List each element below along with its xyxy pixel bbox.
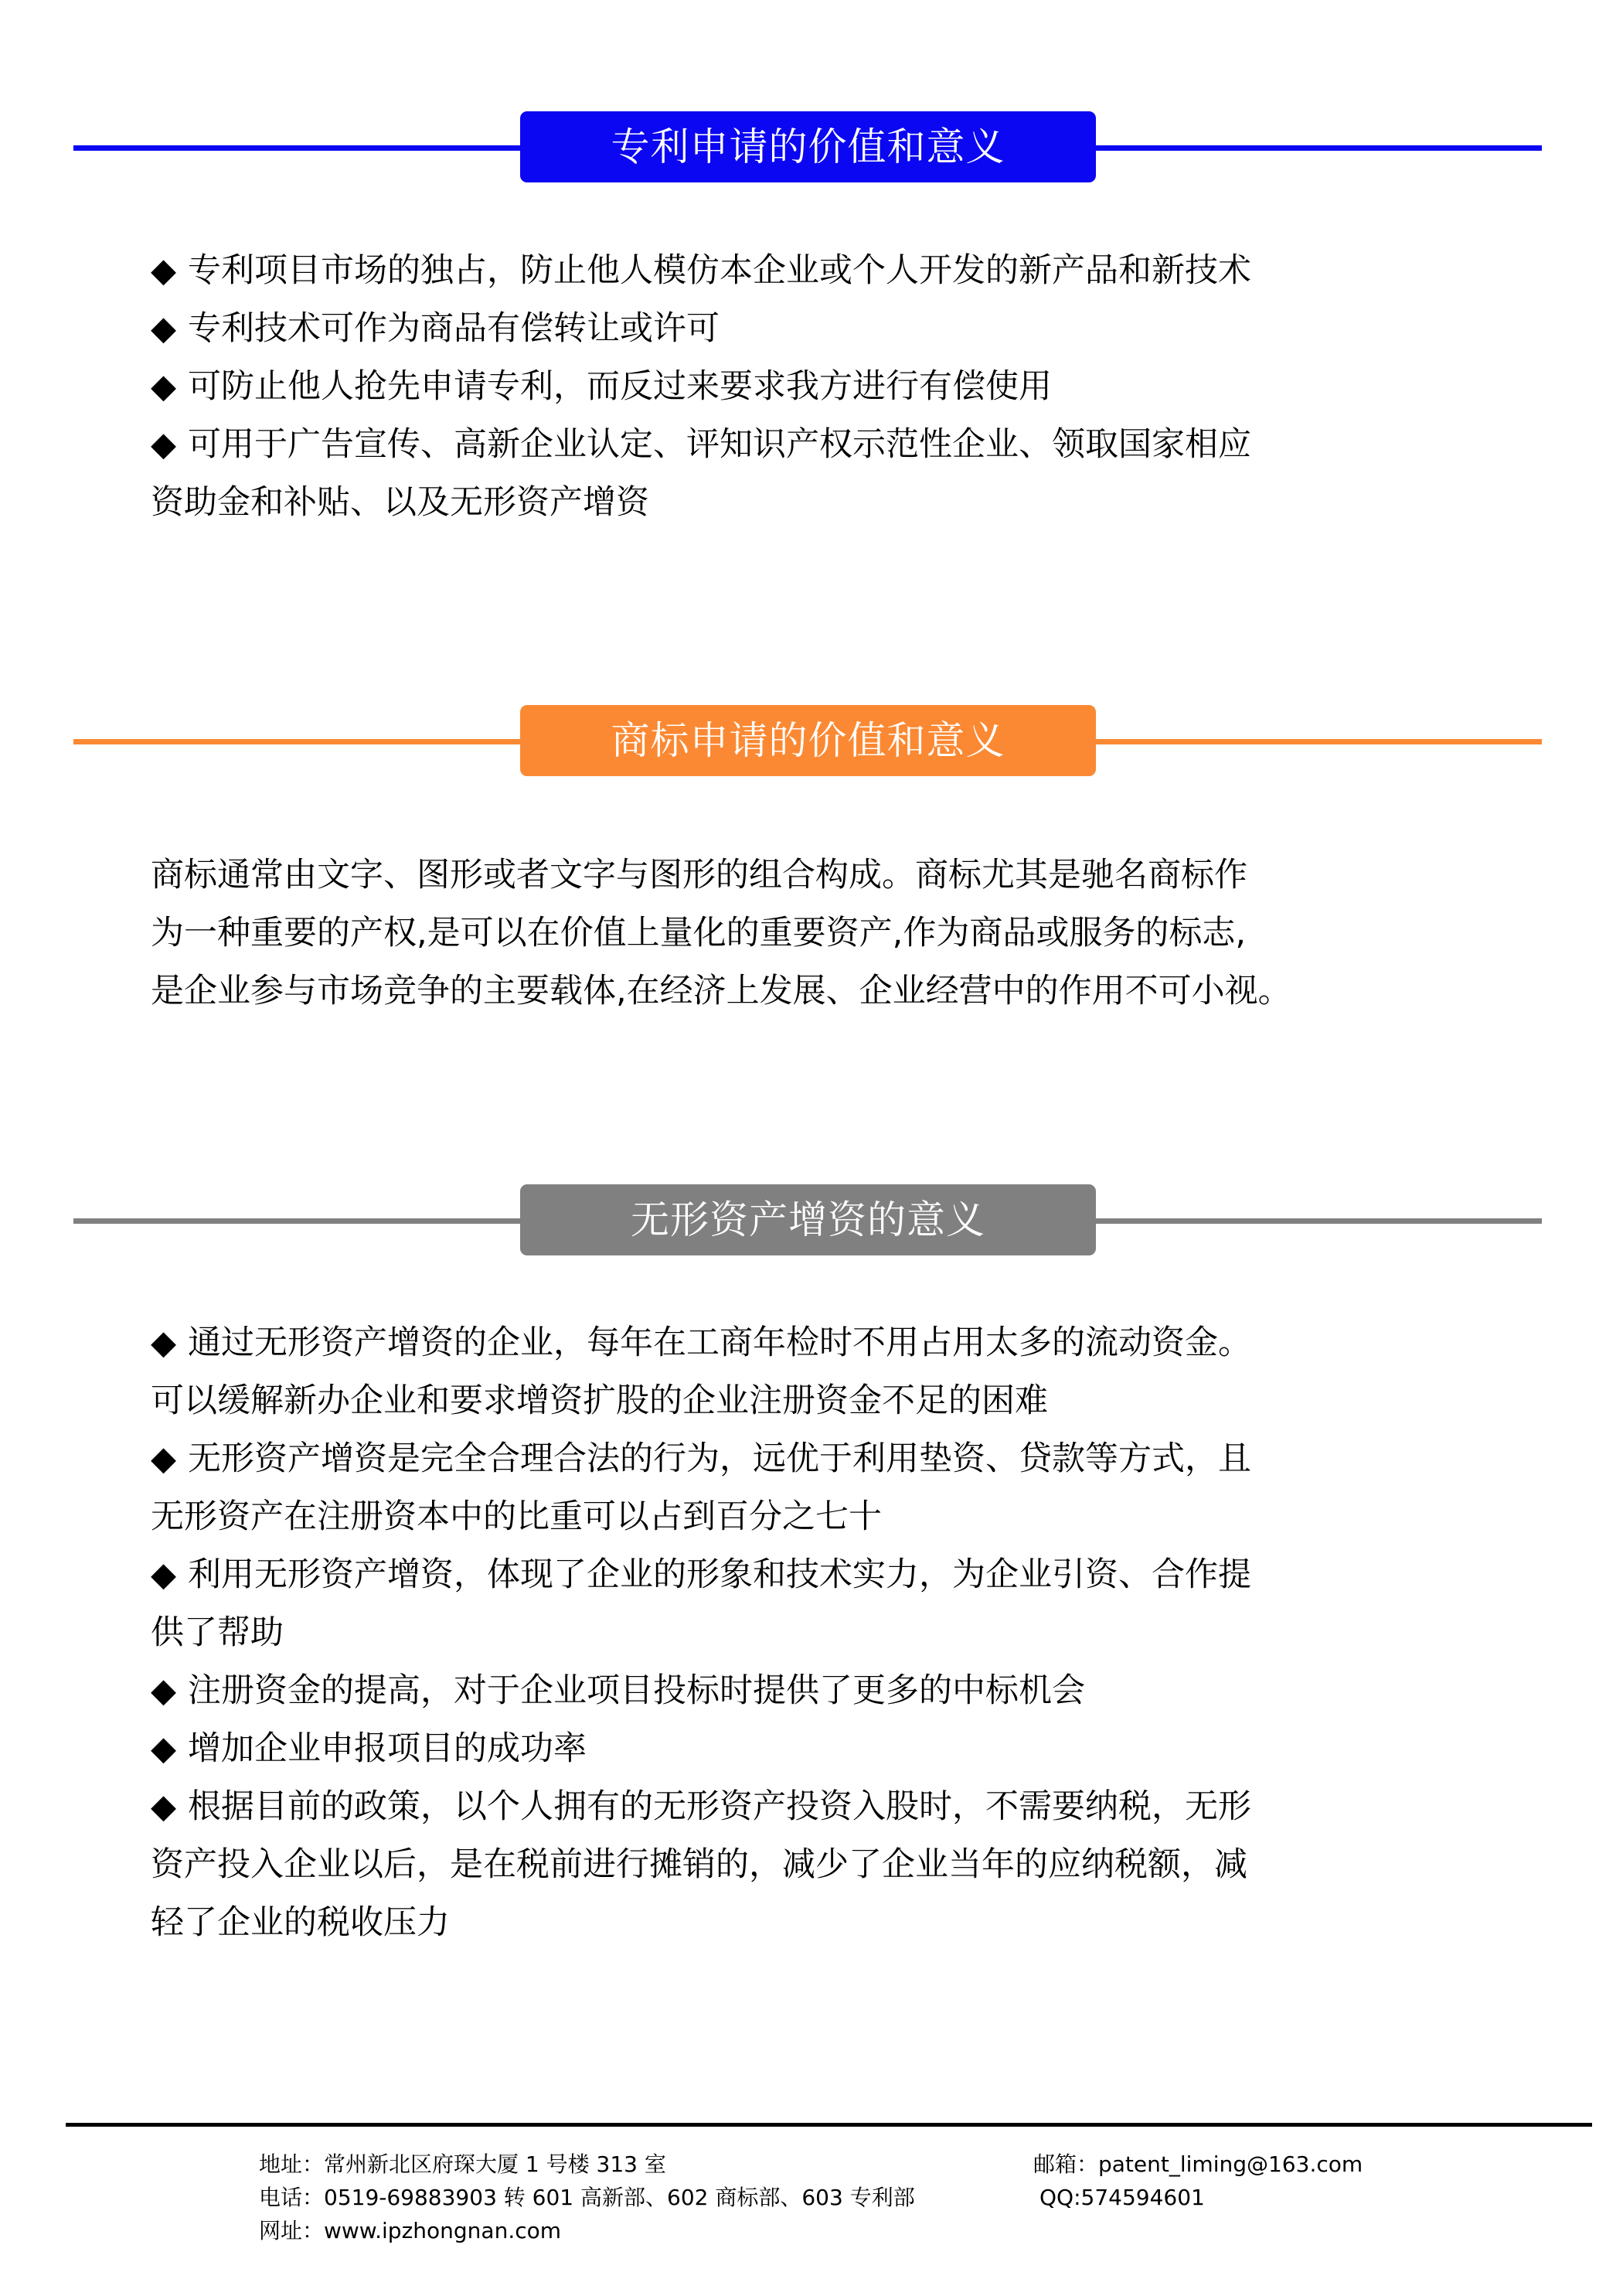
bullet-text-line: 资助金和补贴、以及无形资产增资 <box>151 483 649 522</box>
intangible-section-title: 无形资产增资的意义 <box>520 1184 1096 1255</box>
paragraph-line: 是企业参与市场竞争的主要载体,在经济上发展、企业经营中的作用不可小视。 <box>151 972 1291 1010</box>
bullet-item <box>151 1662 1480 1720</box>
diamond-icon: ◆ <box>151 1787 177 1826</box>
bullet-item <box>151 1546 1480 1662</box>
bullet-item <box>151 1314 1480 1430</box>
bullet-item <box>151 1430 1480 1546</box>
paragraph-line: 商标通常由文字、图形或者文字与图形的组合构成。商标尤其是驰名商标作 <box>151 856 1247 894</box>
bullet-text-line: 轻了企业的税收压力 <box>151 1903 450 1942</box>
diamond-icon: ◆ <box>151 1729 177 1768</box>
bullet-text-line: 专利技术可作为商品有偿转让或许可 <box>188 309 720 348</box>
footer-qq: QQ:574594601 <box>1039 2185 1205 2210</box>
bullet-text-line: 增加企业申报项目的成功率 <box>188 1729 587 1768</box>
diamond-icon: ◆ <box>151 1439 177 1478</box>
patent-section-title: 专利申请的价值和意义 <box>520 111 1096 182</box>
bullet-text-line: 可防止他人抢先申请专利，而反过来要求我方进行有偿使用 <box>188 367 1052 406</box>
bullet-item <box>151 1778 1480 1952</box>
bullet-item <box>151 358 1480 416</box>
contact-footer <box>259 2148 1363 2247</box>
diamond-icon: ◆ <box>151 251 177 290</box>
bullet-text-line: 专利项目市场的独占，防止他人模仿本企业或个人开发的新产品和新技术 <box>188 251 1251 290</box>
bullet-text-line: 无形资产在注册资本中的比重可以占到百分之七十 <box>151 1497 882 1536</box>
bullet-text-line: 利用无形资产增资，体现了企业的形象和技术实力，为企业引资、合作提 <box>188 1555 1251 1594</box>
footer-row-website <box>259 2214 915 2247</box>
bullet-item <box>151 242 1480 300</box>
paragraph-line: 为一种重要的产权,是可以在价值上量化的重要资产,作为商品或服务的标志, <box>151 914 1247 952</box>
footer-address: 地址：常州新北区府琛大厦 1 号楼 313 室 <box>259 2151 666 2177</box>
bullet-text-line: 通过无形资产增资的企业，每年在工商年检时不用占用太多的流动资金。 <box>188 1323 1251 1362</box>
bullet-text-line: 注册资金的提高，对于企业项目投标时提供了更多的中标机会 <box>188 1671 1085 1710</box>
footer-row-phone <box>259 2181 1205 2214</box>
bullet-text-line: 资产投入企业以后，是在税前进行摊销的，减少了企业当年的应纳税额，减 <box>151 1845 1247 1884</box>
footer-website: 网址：www.ipzhongnan.com <box>259 2218 562 2243</box>
diamond-icon: ◆ <box>151 1671 177 1710</box>
footer-email: 邮箱：patent_liming@163.com <box>1033 2151 1363 2177</box>
intangible-section-header <box>73 1184 1542 1259</box>
trademark-section-header <box>73 705 1542 779</box>
bullet-text-line: 无形资产增资是完全合理合法的行为，远优于利用垫资、贷款等方式，且 <box>188 1439 1251 1478</box>
trademark-paragraph <box>151 847 1480 1020</box>
bullet-text-line: 可用于广告宣传、高新企业认定、评知识产权示范性企业、领取国家相应 <box>188 425 1251 464</box>
bullet-text-line: 可以缓解新办企业和要求增资扩股的企业注册资金不足的困难 <box>151 1381 1048 1420</box>
intangible-bullet-list <box>151 1314 1480 1952</box>
footer-row-address <box>259 2148 1363 2181</box>
bullet-text-line: 供了帮助 <box>151 1613 284 1652</box>
diamond-icon: ◆ <box>151 367 177 406</box>
footer-phone: 电话：0519-69883903 转 601 高新部、602 商标部、603 专利部 <box>259 2185 915 2210</box>
bullet-item <box>151 300 1480 358</box>
footer-divider <box>66 2123 1592 2127</box>
bullet-text-line: 根据目前的政策，以个人拥有的无形资产投资入股时，不需要纳税，无形 <box>188 1787 1251 1826</box>
patent-bullet-list <box>151 242 1480 532</box>
trademark-section-title: 商标申请的价值和意义 <box>520 705 1096 776</box>
patent-section-header <box>73 111 1542 186</box>
diamond-icon: ◆ <box>151 425 177 464</box>
bullet-item <box>151 1720 1480 1778</box>
diamond-icon: ◆ <box>151 309 177 348</box>
bullet-item <box>151 416 1480 532</box>
diamond-icon: ◆ <box>151 1323 177 1362</box>
diamond-icon: ◆ <box>151 1555 177 1594</box>
